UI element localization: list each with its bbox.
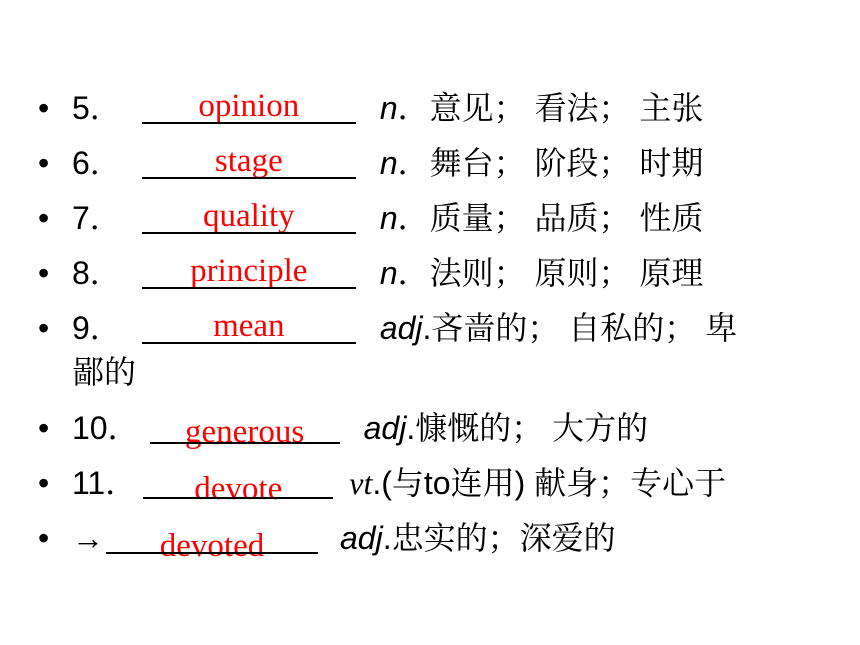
bullet: • (38, 520, 50, 556)
part-of-speech: vt (349, 465, 373, 501)
meaning-text: .吝啬的； 自私的； 卑 (422, 310, 738, 346)
item-number: 6． (72, 145, 122, 181)
item-number: 9． (72, 310, 122, 346)
arrow-icon: → (72, 520, 104, 556)
item-number: 11． (72, 465, 138, 501)
bullet: • (38, 255, 50, 291)
answer-blank (150, 406, 340, 450)
item-number: 7． (72, 200, 122, 236)
bullet: • (38, 410, 50, 446)
bullet: • (38, 310, 50, 346)
answer-blank (106, 516, 318, 564)
item-number: 8． (72, 255, 122, 291)
answer-blank (143, 461, 333, 505)
meaning-text: .(与to连用) 献身；专心于 (372, 465, 727, 501)
answer-text: stage (214, 143, 283, 179)
vocab-item-9 (38, 306, 838, 394)
part-of-speech: adj (363, 410, 407, 446)
meaning-text: ．法则； 原则； 原理 (397, 255, 704, 291)
answer-blank (142, 251, 356, 295)
answer-text: mean (213, 308, 285, 344)
answer-text: quality (202, 198, 295, 234)
answer-text: generous (185, 414, 305, 450)
answer-text: devote (194, 471, 283, 507)
item-number: 5． (72, 90, 122, 126)
part-of-speech: n (379, 145, 398, 181)
meaning-text: ．舞台； 阶段； 时期 (397, 145, 704, 181)
part-of-speech: n (379, 90, 398, 126)
meaning-text: .慷慨的； 大方的 (406, 410, 649, 446)
part-of-speech: adj (340, 520, 383, 556)
meaning-text: ．质量； 品质； 性质 (397, 200, 704, 236)
answer-blank (142, 306, 356, 350)
meaning-text: ．意见； 看法； 主张 (397, 90, 704, 126)
part-of-speech: adj (379, 310, 423, 346)
part-of-speech: n (379, 255, 398, 291)
bullet: • (38, 90, 50, 126)
bullet: • (38, 465, 50, 501)
answer-blank (142, 196, 356, 240)
meaning-text: .忠实的；深爱的 (382, 520, 616, 556)
part-of-speech: n (379, 200, 398, 236)
answer-blank (142, 141, 356, 185)
bullet: • (38, 145, 50, 181)
answer-blank (142, 86, 356, 130)
answer-text: principle (190, 253, 308, 289)
meaning-continuation: 鄙的 (72, 354, 137, 390)
answer-text: devoted (159, 528, 265, 564)
item-number: 10． (72, 410, 140, 446)
bullet: • (38, 200, 50, 236)
answer-text: opinion (198, 88, 300, 124)
